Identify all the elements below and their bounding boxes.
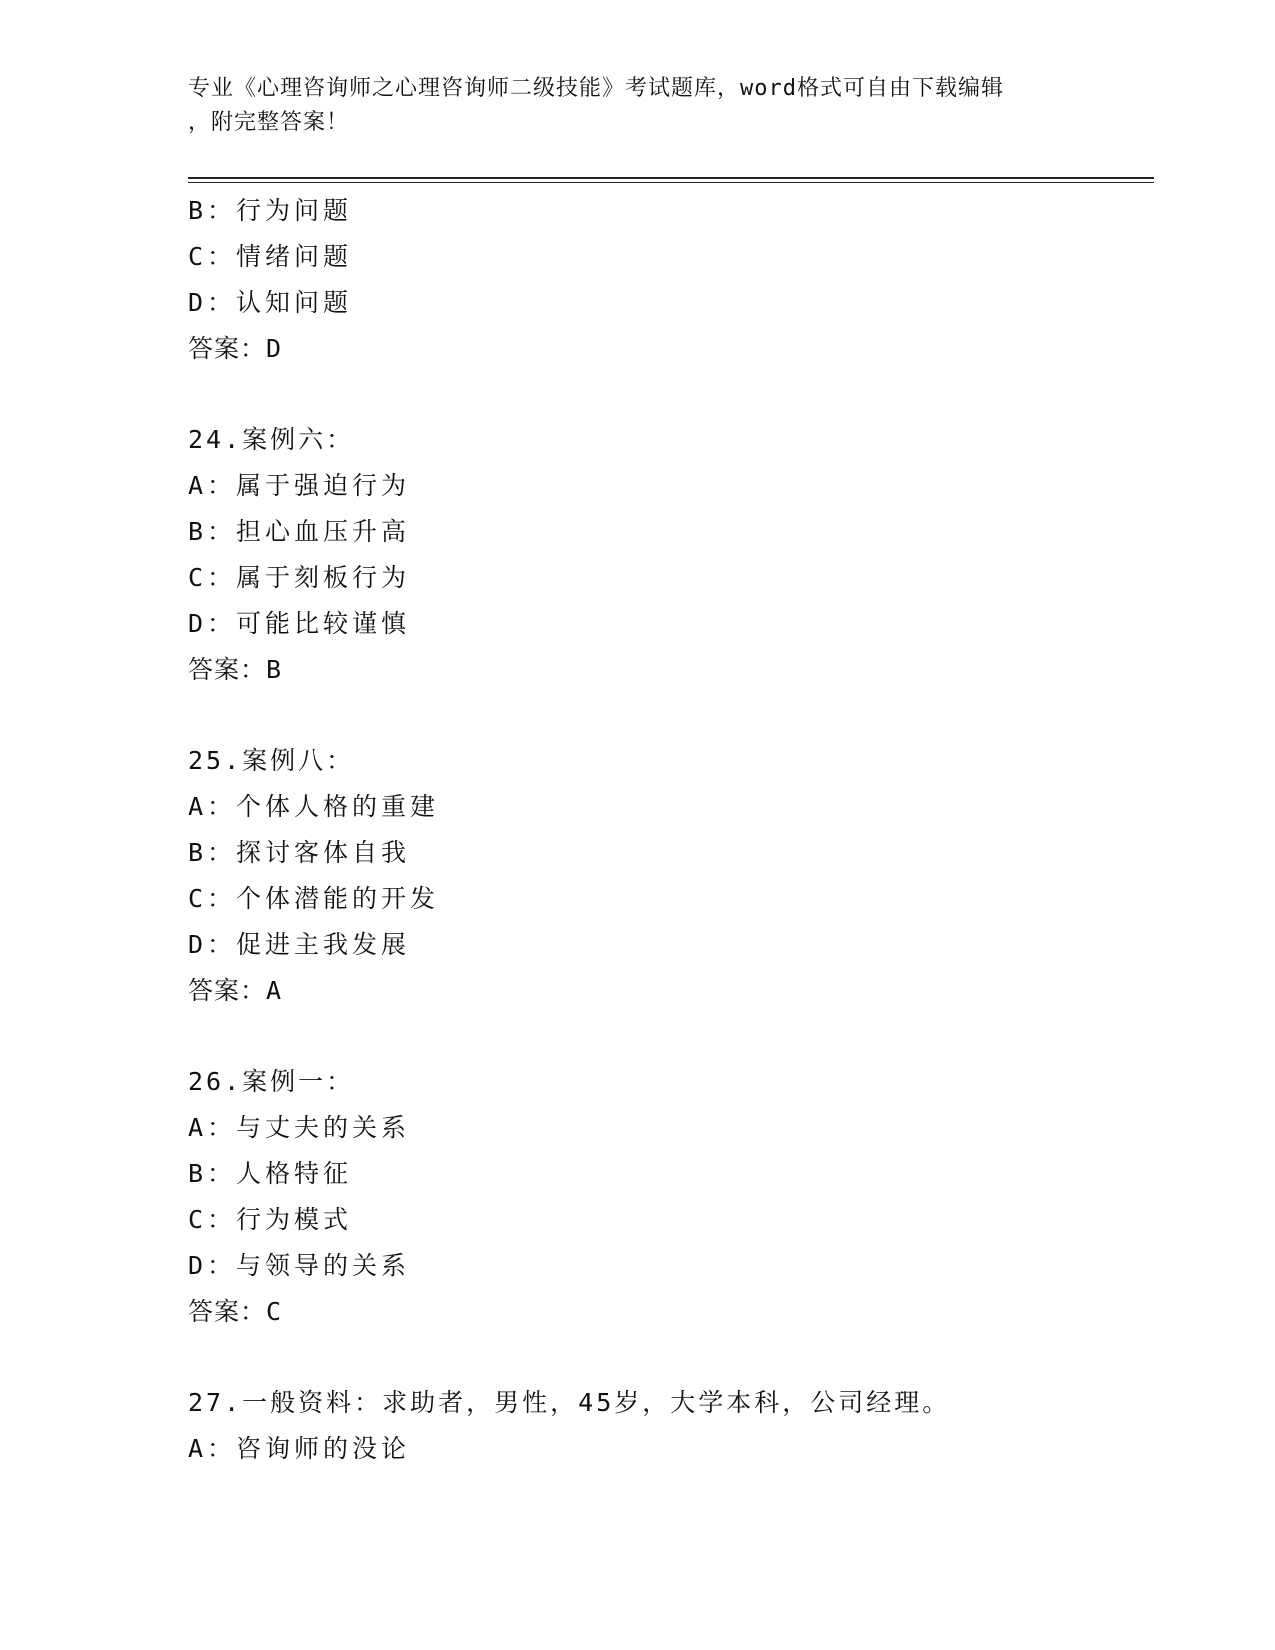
option-b: B：探讨客体自我 [188,838,411,867]
option-c: C：行为模式 [188,1205,353,1234]
answer: 答案：D [188,334,283,363]
document-header [188,72,1088,140]
answer: 答案：B [188,655,283,684]
option-b: B：担心血压升高 [188,517,411,546]
option-c: C：个体潜能的开发 [188,884,440,913]
option-d: D：与领导的关系 [188,1251,411,1280]
spacer [188,372,1148,417]
question-title: 26.案例一： [188,1067,355,1096]
option-a: A：与丈夫的关系 [188,1113,411,1142]
header-line-2: ，附完整答案！ [188,110,350,135]
option-d: D：认知问题 [188,288,353,317]
header-line-1: 专业《心理咨询师之心理咨询师二级技能》考试题库，word格式可自由下载编辑 [188,76,1004,101]
option-b: B：行为问题 [188,196,353,225]
option-c: C：属于刻板行为 [188,563,411,592]
question-25 [188,738,1148,1014]
option-d: D：促进主我发展 [188,930,411,959]
answer: 答案：A [188,976,283,1005]
option-c: C：情绪问题 [188,242,353,271]
question-title: 24.案例六： [188,425,355,454]
question-title: 25.案例八： [188,746,355,775]
answer: 答案：C [188,1297,283,1326]
spacer [188,1014,1148,1059]
question-27 [188,1380,1148,1472]
header-divider-thin [188,182,1154,183]
spacer [188,1335,1148,1380]
question-partial [188,188,1148,372]
option-a: A：咨询师的没论 [188,1434,411,1463]
option-b: B：人格特征 [188,1159,353,1188]
question-list [188,188,1148,1472]
question-26 [188,1059,1148,1335]
spacer [188,693,1148,738]
question-title: 27.一般资料：求助者，男性，45岁，大学本科，公司经理。 [188,1388,951,1417]
question-24 [188,417,1148,693]
option-a: A：属于强迫行为 [188,471,411,500]
header-divider-thick [188,177,1154,179]
option-d: D：可能比较谨慎 [188,609,411,638]
option-a: A：个体人格的重建 [188,792,440,821]
